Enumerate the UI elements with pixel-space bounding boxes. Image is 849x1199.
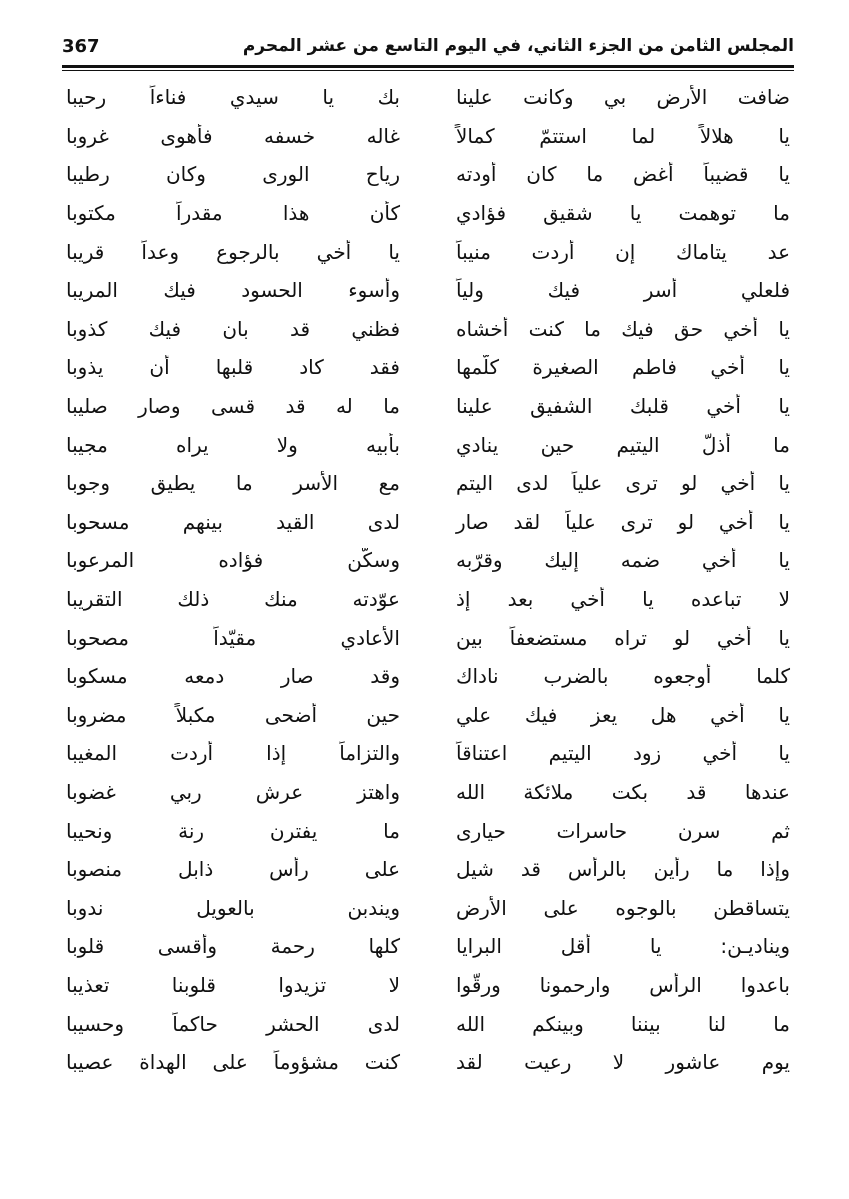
verse-line [62, 464, 794, 503]
verse-line [62, 271, 794, 310]
verse-first-hemistich: لا تباعده يا أخي بعد إذ [456, 587, 790, 612]
verse-first-hemistich: يا أخي لو ترى علياً لقد صار [456, 509, 790, 534]
verse-second-hemistich: فظني قد بان فيك كذوبا [66, 316, 400, 341]
verse-line [62, 503, 794, 542]
verse-line [62, 580, 794, 619]
verse-second-hemistich: والتزاماً إذا أردت المغيبا [66, 741, 400, 766]
verse-second-hemistich: ما يفترن رنة ونحيبا [66, 818, 400, 843]
verse-line [62, 194, 794, 233]
verse-line [62, 387, 794, 426]
verse-line [62, 811, 794, 850]
verse-second-hemistich: عوّدته منك ذلك التقريبا [66, 587, 400, 612]
verse-second-hemistich: حين أضحى مكبلاً مضروبا [66, 702, 400, 727]
verse-first-hemistich: يا أخي حق فيك ما كنت أخشاه [456, 316, 790, 341]
verse-second-hemistich: كلها رحمة وأقسى قلوبا [66, 934, 400, 959]
verse-second-hemistich: لدى القيد بينهم مسحوبا [66, 509, 400, 534]
verse-second-hemistich: الأعادي مقيّداً مصحوبا [66, 625, 400, 650]
verse-line [62, 773, 794, 812]
verse-first-hemistich: ما توهمت يا شقيق فؤادي [456, 201, 790, 226]
verse-line [62, 348, 794, 387]
verse-first-hemistich: يوم عاشور لا رعيت لقد [456, 1050, 790, 1075]
verse-first-hemistich: ضافت الأرض بي وكانت علينا [456, 85, 790, 110]
verse-line [62, 155, 794, 194]
verse-line [62, 541, 794, 580]
verse-first-hemistich: يا هلالاً لما استتمّ كمالاً [456, 123, 790, 148]
verse-first-hemistich: يا أخي قلبك الشفيق علينا [456, 394, 790, 419]
verse-first-hemistich: يا أخي لو ترى علياً لدى اليتم [456, 471, 790, 496]
verse-line [62, 657, 794, 696]
header-rule-thick [62, 65, 794, 68]
verse-first-hemistich: يا أخي زود اليتيم اعتناقاً [456, 741, 790, 766]
verse-first-hemistich: يا قضيباً أغض ما كان أودته [456, 162, 790, 187]
verse-second-hemistich: واهتز عرش ربي غضوبا [66, 779, 400, 804]
verse-first-hemistich: يا أخي فاطم الصغيرة كلّمها [456, 355, 790, 380]
verse-line [62, 1043, 794, 1082]
verse-second-hemistich: بأبيه ولا يراه مجيبا [66, 432, 400, 457]
running-title: المجلس الثامن من الجزء الثاني، في اليوم التاسع من عشر المحرم [242, 36, 794, 56]
verse-line [62, 850, 794, 889]
verse-second-hemistich: لا تزيدوا قلوبنا تعذيبا [66, 972, 400, 997]
verse-line [62, 310, 794, 349]
header-rule-thin [62, 70, 794, 71]
verse-second-hemistich: بك يا سيدي فناءاً رحيبا [66, 85, 400, 110]
verse-line [62, 232, 794, 271]
verse-second-hemistich: كنت مشؤوماً على الهداة عصيبا [66, 1050, 400, 1075]
verse-line [62, 927, 794, 966]
poem [62, 78, 794, 1081]
verse-second-hemistich: رياح الورى وكان رطيبا [66, 162, 400, 187]
verse-first-hemistich: وإذا ما رأين بالرأس قد شيل [456, 857, 790, 882]
verse-first-hemistich: يا أخي هل يعز فيك علي [456, 702, 790, 727]
verse-first-hemistich: يتساقطن بالوجوه على الأرض [456, 895, 790, 920]
running-header [62, 30, 794, 62]
verse-line [62, 888, 794, 927]
verse-line [62, 78, 794, 117]
verse-first-hemistich: باعدوا الرأس وارحمونا ورقّوا [456, 972, 790, 997]
verse-first-hemistich: يا أخي لو تراه مستضعفاً بين [456, 625, 790, 650]
page-number: 367 [62, 35, 100, 57]
verse-line [62, 1004, 794, 1043]
verse-second-hemistich: وسكّن فؤاده المرعوبا [66, 548, 400, 573]
verse-second-hemistich: يا أخي بالرجوع وعداً قريبا [66, 239, 400, 264]
verse-first-hemistich: فلعلي أسر فيك ولياً [456, 278, 790, 303]
verse-first-hemistich: ما لنا بيننا وبينكم الله [456, 1011, 790, 1036]
verse-second-hemistich: وقد صار دمعه مسكوبا [66, 664, 400, 689]
verse-line [62, 117, 794, 156]
verse-second-hemistich: وأسوء الحسود فيك المريبا [66, 278, 400, 303]
verse-first-hemistich: كلما أوجعوه بالضرب ناداك [456, 664, 790, 689]
verse-line [62, 696, 794, 735]
verse-line [62, 966, 794, 1005]
verse-second-hemistich: على رأس ذابل منصوبا [66, 857, 400, 882]
verse-second-hemistich: كأن هذا مقدراً مكتوبا [66, 201, 400, 226]
verse-second-hemistich: فقد كاد قلبها أن يذوبا [66, 355, 400, 380]
verse-first-hemistich: ما أذلّ اليتيم حين ينادي [456, 432, 790, 457]
verse-first-hemistich: ويناديـن: يا أقل البرايا [456, 934, 790, 959]
verse-second-hemistich: ما له قد قسى وصار صليبا [66, 394, 400, 419]
verse-second-hemistich: غاله خسفه فأهوى غروبا [66, 123, 400, 148]
verse-second-hemistich: ويندبن بالعويل ندوبا [66, 895, 400, 920]
verse-first-hemistich: عد يتاماك إن أردت منيباً [456, 239, 790, 264]
verse-second-hemistich: مع الأسر ما يطيق وجوبا [66, 471, 400, 496]
verse-line [62, 734, 794, 773]
verse-first-hemistich: عندها قد بكت ملائكة الله [456, 779, 790, 804]
verse-second-hemistich: لدى الحشر حاكماً وحسيبا [66, 1011, 400, 1036]
verse-first-hemistich: يا أخي ضمه إليك وقرّبه [456, 548, 790, 573]
verse-line [62, 618, 794, 657]
verse-line [62, 425, 794, 464]
verse-first-hemistich: ثم سرن حاسرات حيارى [456, 818, 790, 843]
